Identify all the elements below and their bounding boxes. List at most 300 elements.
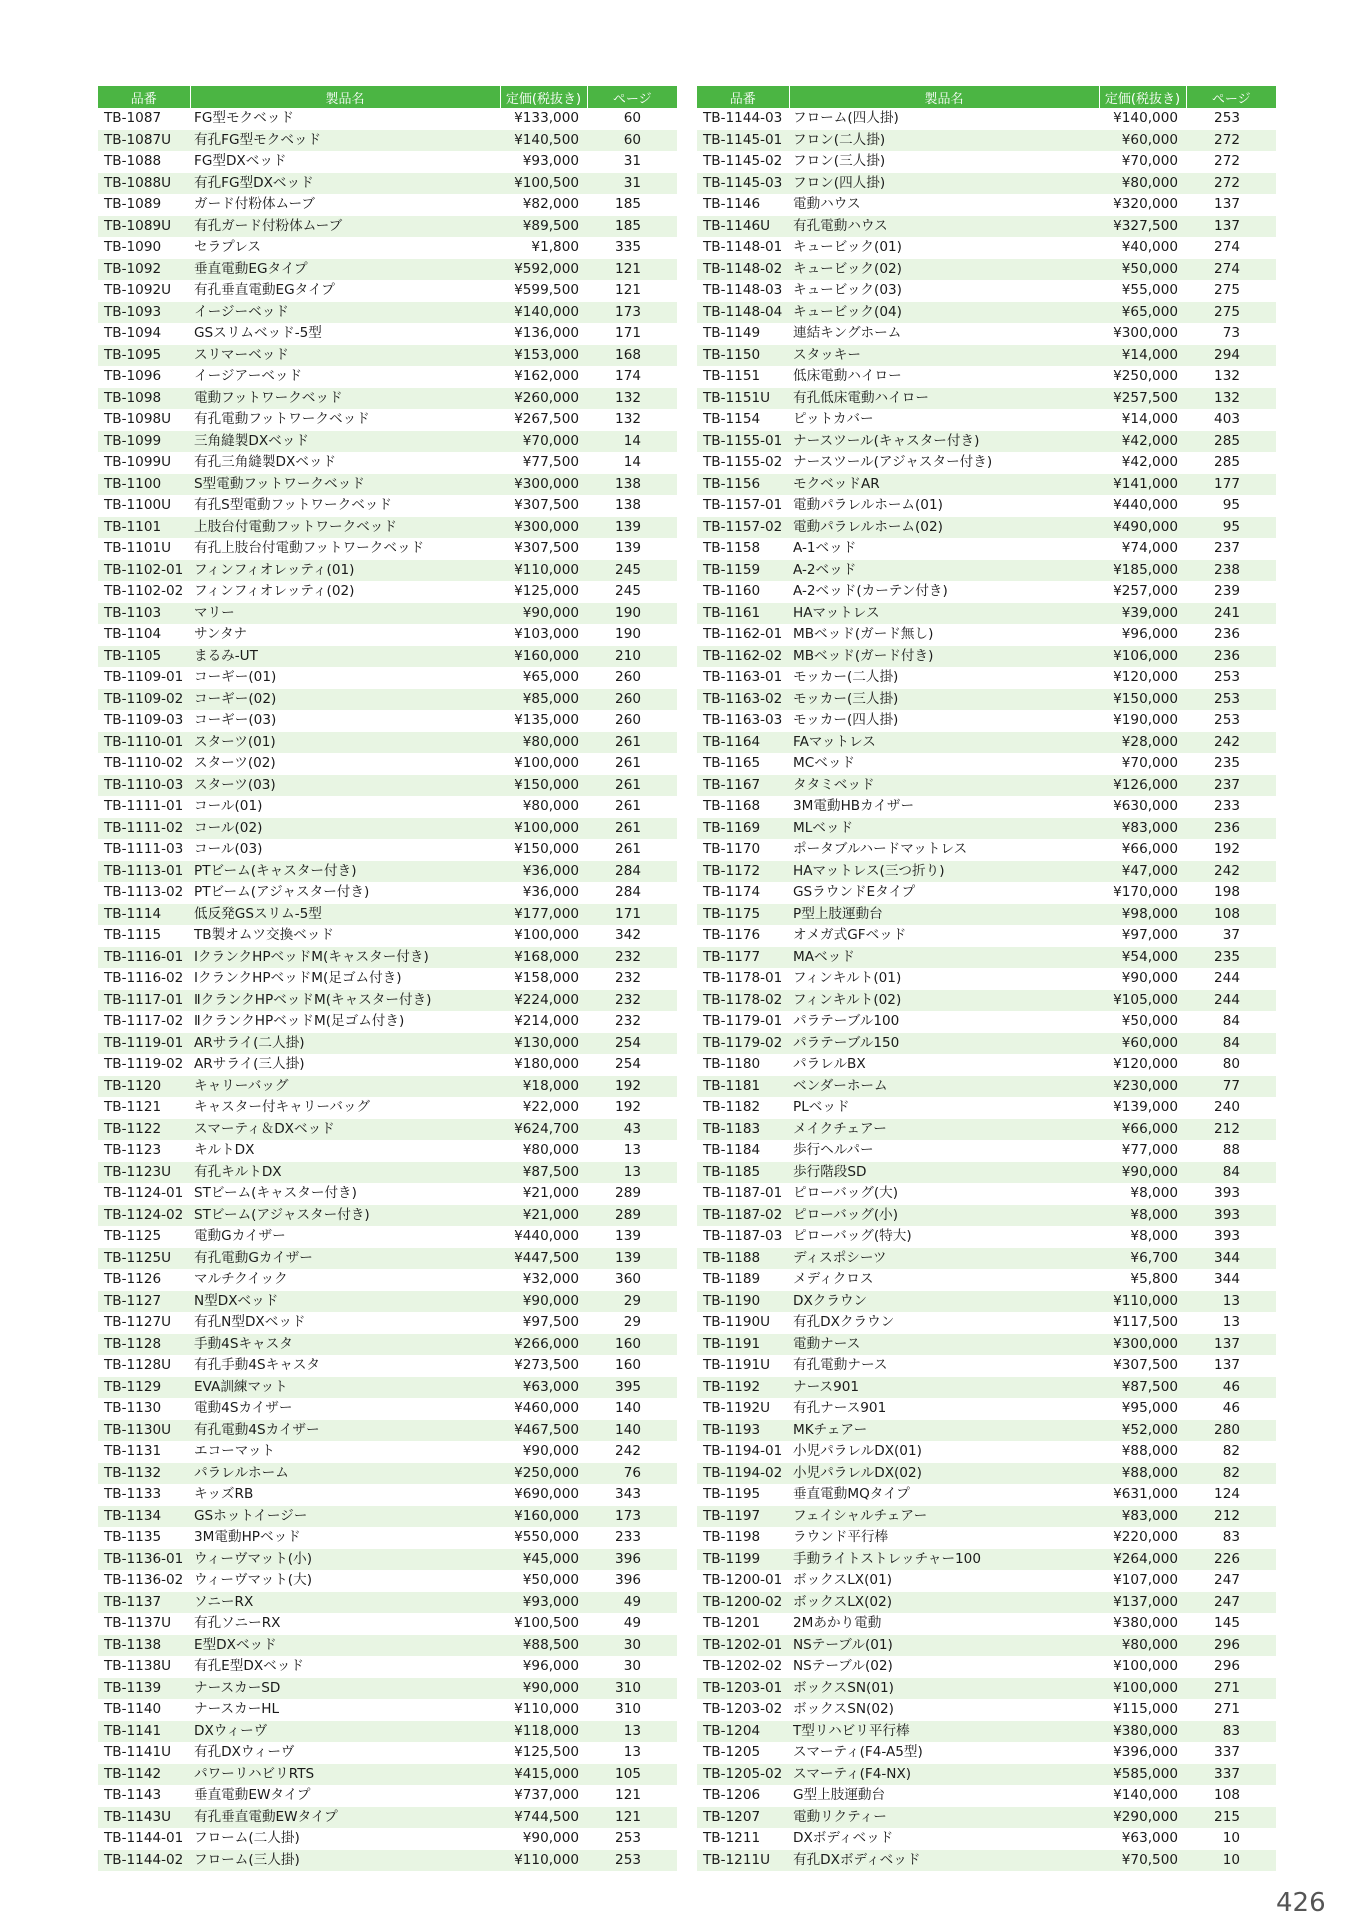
table-row	[98, 1807, 677, 1829]
catalog-page: 13	[1222, 1314, 1240, 1330]
table-row	[697, 1506, 1276, 1528]
product-name: コール(03)	[194, 841, 263, 857]
product-name: NSテーブル(02)	[793, 1658, 893, 1674]
table-row	[697, 775, 1276, 797]
product-code: TB-1099	[98, 431, 190, 453]
product-code: TB-1089	[104, 196, 162, 212]
catalog-page: 253	[1214, 110, 1240, 126]
product-code: TB-1135	[104, 1529, 162, 1545]
product-price: ¥90,000	[1121, 970, 1178, 986]
product-code: TB-1146	[703, 196, 761, 212]
product-name: 有孔電動ナース	[793, 1357, 888, 1373]
product-code: TB-1148-04	[697, 302, 789, 324]
catalog-page: 82	[1222, 1443, 1240, 1459]
table-row	[98, 388, 677, 410]
product-price: ¥88,000	[1121, 1443, 1178, 1459]
product-name: PTビーム(アジャスター付き)	[194, 884, 370, 900]
product-name: A-2ベッド(カーテン付き)	[793, 583, 948, 599]
table-row	[98, 151, 677, 173]
table-row	[697, 345, 1276, 367]
product-name: ARサライ(三人掛)	[194, 1056, 305, 1072]
catalog-page: 173	[587, 1506, 677, 1528]
product-price: ¥380,000	[1113, 1615, 1178, 1631]
catalog-page: 253	[587, 1850, 677, 1872]
catalog-page: 46	[1186, 1377, 1276, 1399]
catalog-page: 238	[1186, 560, 1276, 582]
product-name: 電動パラレルホーム(01)	[793, 497, 943, 513]
table-row	[98, 302, 677, 324]
table-row	[98, 1076, 677, 1098]
product-name: コーギー(03)	[194, 712, 277, 728]
table-row	[697, 323, 1276, 345]
product-price: ¥307,500	[514, 540, 579, 556]
product-name: 有孔電動ハウス	[789, 216, 1099, 238]
table-row	[697, 1011, 1276, 1033]
product-price: ¥18,000	[500, 1076, 587, 1098]
catalog-page: 237	[1214, 540, 1240, 556]
product-code: TB-1131	[104, 1443, 162, 1459]
table-row	[697, 1205, 1276, 1227]
product-price: ¥300,000	[1113, 325, 1178, 341]
catalog-page: 185	[615, 196, 641, 212]
table-row	[98, 1441, 677, 1463]
catalog-page: 232	[615, 970, 641, 986]
product-name: ポータブルハードマットレス	[793, 841, 968, 857]
table-row	[98, 280, 677, 302]
catalog-page: 140	[587, 1420, 677, 1442]
table-row	[697, 409, 1276, 431]
product-code: TB-1160	[703, 583, 761, 599]
catalog-page: 244	[1214, 970, 1240, 986]
table-row	[697, 1140, 1276, 1162]
catalog-page: 13	[623, 1744, 641, 1760]
catalog-page: 360	[615, 1271, 641, 1287]
product-price: ¥100,000	[1113, 1658, 1178, 1674]
product-name: TB製オムツ交換ベッド	[194, 927, 334, 943]
catalog-page: 261	[615, 798, 641, 814]
table-row	[697, 1549, 1276, 1571]
product-price: ¥300,000	[500, 517, 587, 539]
catalog-page: 49	[623, 1615, 641, 1631]
table-row	[697, 990, 1276, 1012]
product-price: ¥257,500	[1099, 388, 1186, 410]
table-row	[98, 130, 677, 152]
product-code: TB-1165	[703, 755, 761, 771]
catalog-page: 121	[587, 259, 677, 281]
product-price: ¥327,500	[1099, 216, 1186, 238]
product-name: MLベッド	[789, 818, 1099, 840]
table-row	[697, 1097, 1276, 1119]
table-row	[697, 1398, 1276, 1420]
product-name: 有孔ナース901	[793, 1400, 887, 1416]
product-price: ¥150,000	[514, 841, 579, 857]
product-name: 有孔FG型DXベッド	[190, 173, 500, 195]
product-price: ¥87,500	[500, 1162, 587, 1184]
product-code: TB-1101U	[104, 540, 172, 556]
table-row	[98, 259, 677, 281]
product-code: TB-1157-02	[697, 517, 789, 539]
product-name: E型DXベッド	[190, 1635, 500, 1657]
product-price: ¥50,000	[1121, 1013, 1178, 1029]
product-name: キャリーバッグ	[190, 1076, 500, 1098]
table-row	[697, 1033, 1276, 1055]
product-price: ¥100,000	[500, 818, 587, 840]
product-code: TB-1207	[697, 1807, 789, 1829]
product-code: TB-1121	[104, 1099, 162, 1115]
product-code: TB-1105	[98, 646, 190, 668]
product-name: 電動パラレルホーム(02)	[789, 517, 1099, 539]
catalog-page: 139	[615, 540, 641, 556]
table-row	[98, 237, 677, 259]
product-name: キュービック(03)	[793, 282, 902, 298]
product-name: A-1ベッド	[793, 540, 857, 556]
product-name: ピットカバー	[793, 411, 874, 427]
product-price: ¥100,000	[514, 927, 579, 943]
product-price: ¥77,500	[522, 454, 579, 470]
product-price: ¥133,000	[514, 110, 579, 126]
product-price: ¥264,000	[1099, 1549, 1186, 1571]
table-row	[697, 839, 1276, 861]
product-code: TB-1181	[697, 1076, 789, 1098]
product-price: ¥467,500	[500, 1420, 587, 1442]
product-name: ⅡクランクHPベッドM(足ゴム付き)	[194, 1013, 405, 1029]
product-price: ¥110,000	[1099, 1291, 1186, 1313]
product-name: ナースツール(アジャスター付き)	[793, 454, 993, 470]
product-name: マリー	[190, 603, 500, 625]
product-price: ¥70,500	[1099, 1850, 1186, 1872]
product-price: ¥47,000	[1099, 861, 1186, 883]
catalog-page: 310	[587, 1678, 677, 1700]
product-price: ¥70,000	[1121, 153, 1178, 169]
catalog-page: 260	[587, 689, 677, 711]
product-name: MCベッド	[793, 755, 856, 771]
product-price: ¥83,000	[1099, 818, 1186, 840]
product-code: TB-1168	[703, 798, 761, 814]
table-row	[98, 667, 677, 689]
catalog-page: 212	[1186, 1506, 1276, 1528]
product-price: ¥80,000	[500, 732, 587, 754]
table-row	[98, 646, 677, 668]
table-row	[697, 1054, 1276, 1076]
product-code: TB-1178-02	[697, 990, 789, 1012]
product-price: ¥85,000	[500, 689, 587, 711]
product-name: キュービック(04)	[789, 302, 1099, 324]
product-name: 有孔手動4Sキャスタ	[194, 1357, 321, 1373]
product-price: ¥42,000	[1121, 454, 1178, 470]
catalog-page: 13	[587, 1721, 677, 1743]
product-code: TB-1111-03	[104, 841, 184, 857]
catalog-page: 253	[1214, 669, 1240, 685]
catalog-page: 132	[1186, 388, 1276, 410]
product-price: ¥89,500	[500, 216, 587, 238]
table-row	[98, 345, 677, 367]
product-price: ¥307,500	[514, 497, 579, 513]
product-code: TB-1140	[104, 1701, 162, 1717]
catalog-page: 241	[1186, 603, 1276, 625]
catalog-page: 294	[1186, 345, 1276, 367]
catalog-page: 190	[587, 603, 677, 625]
table-row	[697, 1291, 1276, 1313]
catalog-page: 237	[1186, 775, 1276, 797]
product-price: ¥120,000	[1113, 669, 1178, 685]
product-code: TB-1130	[104, 1400, 162, 1416]
header-name: 製品名	[789, 86, 1099, 108]
table-row	[697, 388, 1276, 410]
product-price: ¥592,000	[500, 259, 587, 281]
table-row	[98, 603, 677, 625]
product-price: ¥21,000	[522, 1185, 579, 1201]
product-name: フィンキルト(01)	[793, 970, 902, 986]
product-name: コール(02)	[190, 818, 500, 840]
table-row	[697, 237, 1276, 259]
catalog-page: 139	[615, 1228, 641, 1244]
product-code: TB-1148-01	[703, 239, 783, 255]
product-price: ¥120,000	[1113, 1056, 1178, 1072]
table-row	[697, 1377, 1276, 1399]
product-code: TB-1111-02	[98, 818, 190, 840]
product-name: 有孔キルトDX	[190, 1162, 500, 1184]
table-row	[697, 1441, 1276, 1463]
catalog-page: 240	[1214, 1099, 1240, 1115]
product-name: フローム(三人掛)	[190, 1850, 500, 1872]
catalog-page: 254	[587, 1033, 677, 1055]
table-row	[697, 1119, 1276, 1141]
table-row	[98, 839, 677, 861]
product-price: ¥97,000	[1121, 927, 1178, 943]
product-price: ¥130,000	[500, 1033, 587, 1055]
product-name: スマーティ(F4-NX)	[789, 1764, 1099, 1786]
product-price: ¥36,000	[500, 861, 587, 883]
product-name: GSスリムベッド-5型	[194, 325, 322, 341]
product-code: TB-1205	[703, 1744, 761, 1760]
product-price: ¥267,500	[514, 411, 579, 427]
product-name: コーギー(02)	[190, 689, 500, 711]
product-name: 小児パラレルDX(02)	[789, 1463, 1099, 1485]
table-row	[697, 173, 1276, 195]
table-row	[98, 1463, 677, 1485]
product-code: TB-1117-01	[98, 990, 190, 1012]
catalog-page: 14	[623, 454, 641, 470]
product-name: パラレルBX	[793, 1056, 866, 1072]
table-row	[697, 130, 1276, 152]
catalog-page: 285	[1214, 454, 1240, 470]
product-name: スターツ(01)	[190, 732, 500, 754]
catalog-page: 124	[1214, 1486, 1240, 1502]
table-row	[98, 1420, 677, 1442]
catalog-page: 73	[1222, 325, 1240, 341]
product-code: TB-1139	[98, 1678, 190, 1700]
product-price: ¥320,000	[1113, 196, 1178, 212]
product-price: ¥266,000	[500, 1334, 587, 1356]
product-price: ¥80,000	[522, 798, 579, 814]
product-price: ¥137,000	[1099, 1592, 1186, 1614]
product-price: ¥63,000	[500, 1377, 587, 1399]
table-row	[697, 1183, 1276, 1205]
table-row	[697, 1699, 1276, 1721]
product-price: ¥630,000	[1113, 798, 1178, 814]
table-row	[98, 689, 677, 711]
product-price: ¥110,000	[514, 1701, 579, 1717]
catalog-page: 132	[587, 388, 677, 410]
product-code: TB-1136-01	[98, 1549, 190, 1571]
product-price: ¥585,000	[1099, 1764, 1186, 1786]
table-row	[697, 1334, 1276, 1356]
product-code: TB-1200-01	[703, 1572, 783, 1588]
price-table-left	[98, 86, 677, 1871]
catalog-page: 284	[615, 884, 641, 900]
catalog-page: 233	[1214, 798, 1240, 814]
product-price: ¥96,000	[522, 1658, 579, 1674]
product-name: EVA訓練マット	[190, 1377, 500, 1399]
table-row	[697, 1635, 1276, 1657]
product-name: ボックスSN(01)	[789, 1678, 1099, 1700]
catalog-page: 403	[1214, 411, 1240, 427]
product-price: ¥290,000	[1099, 1807, 1186, 1829]
product-price: ¥440,000	[1113, 497, 1178, 513]
product-price: ¥415,000	[500, 1764, 587, 1786]
table-row	[98, 538, 677, 560]
table-row	[697, 925, 1276, 947]
product-code: TB-1156	[697, 474, 789, 496]
product-price: ¥90,000	[500, 1291, 587, 1313]
product-price: ¥550,000	[514, 1529, 579, 1545]
product-code: TB-1158	[703, 540, 761, 556]
catalog-page: 14	[587, 431, 677, 453]
product-code: TB-1092U	[104, 282, 172, 298]
product-code: TB-1178-01	[703, 970, 783, 986]
product-name: ⅠクランクHPベッドM(キャスター付き)	[190, 947, 500, 969]
product-price: ¥224,000	[500, 990, 587, 1012]
product-code: TB-1184	[703, 1142, 761, 1158]
product-price: ¥100,500	[514, 1615, 579, 1631]
table-row	[98, 1033, 677, 1055]
product-code: TB-1187-02	[697, 1205, 789, 1227]
product-code: TB-1201	[703, 1615, 761, 1631]
product-name: 低床電動ハイロー	[793, 368, 902, 384]
product-name: エコーマット	[194, 1443, 276, 1459]
table-row	[697, 1312, 1276, 1334]
product-code: TB-1098	[98, 388, 190, 410]
catalog-page: 210	[587, 646, 677, 668]
product-code: TB-1109-03	[104, 712, 184, 728]
table-row	[697, 216, 1276, 238]
product-name: 有孔DXウィーヴ	[194, 1744, 295, 1760]
product-price: ¥90,000	[1099, 1162, 1186, 1184]
table-row	[98, 1312, 677, 1334]
catalog-page: 271	[1214, 1701, 1240, 1717]
catalog-page: 137	[1186, 216, 1276, 238]
catalog-page: 10	[1186, 1850, 1276, 1872]
table-row	[697, 861, 1276, 883]
product-name: モクベッドAR	[789, 474, 1099, 496]
table-row	[98, 1828, 677, 1850]
catalog-page: 280	[1186, 1420, 1276, 1442]
product-code: TB-1144-02	[98, 1850, 190, 1872]
catalog-page: 82	[1186, 1463, 1276, 1485]
product-name: 三角縫製DXベッド	[190, 431, 500, 453]
product-price: ¥110,000	[500, 560, 587, 582]
catalog-page: 84	[1222, 1013, 1240, 1029]
catalog-page: 137	[1186, 1334, 1276, 1356]
product-code: TB-1199	[697, 1549, 789, 1571]
product-price: ¥380,000	[1099, 1721, 1186, 1743]
product-price: ¥90,000	[500, 603, 587, 625]
product-name: スターツ(02)	[194, 755, 276, 771]
product-name: 有孔低床電動ハイロー	[789, 388, 1099, 410]
table-row	[98, 1140, 677, 1162]
product-code: TB-1100U	[104, 497, 172, 513]
product-price: ¥158,000	[514, 970, 579, 986]
table-row	[98, 409, 677, 431]
product-code: TB-1117-02	[104, 1013, 184, 1029]
product-code: TB-1087U	[98, 130, 190, 152]
table-row	[98, 581, 677, 603]
product-name: 有孔N型DXベッド	[194, 1314, 306, 1330]
table-body-right	[697, 108, 1276, 1871]
product-name: スターツ(03)	[190, 775, 500, 797]
table-row	[697, 1420, 1276, 1442]
product-code: TB-1102-02	[104, 583, 184, 599]
product-code: TB-1133	[104, 1486, 162, 1502]
product-name: フロン(四人掛)	[789, 173, 1099, 195]
product-price: ¥126,000	[1099, 775, 1186, 797]
catalog-page: 393	[1186, 1205, 1276, 1227]
product-code: TB-1187-01	[703, 1185, 783, 1201]
product-code: TB-1192	[697, 1377, 789, 1399]
product-price: ¥60,000	[1099, 1033, 1186, 1055]
table-row	[697, 1355, 1276, 1377]
product-name: キルトDX	[194, 1142, 255, 1158]
product-name: フロン(二人掛)	[789, 130, 1099, 152]
catalog-page: 185	[587, 216, 677, 238]
product-code: TB-1122	[98, 1119, 190, 1141]
table-row	[697, 194, 1276, 216]
table-row	[697, 947, 1276, 969]
product-name: 歩行ヘルパー	[793, 1142, 874, 1158]
table-row	[98, 1183, 677, 1205]
product-price: ¥260,000	[500, 388, 587, 410]
product-price: ¥300,000	[1099, 1334, 1186, 1356]
product-price: ¥160,000	[500, 1506, 587, 1528]
product-price: ¥32,000	[522, 1271, 579, 1287]
table-row	[98, 1054, 677, 1076]
catalog-page: 344	[1186, 1248, 1276, 1270]
product-code: TB-1136-02	[104, 1572, 184, 1588]
product-name: S型電動フットワークベッド	[190, 474, 500, 496]
table-row	[697, 1785, 1276, 1807]
product-code: TB-1101	[98, 517, 190, 539]
table-row	[697, 1484, 1276, 1506]
product-price: ¥170,000	[1113, 884, 1178, 900]
product-code: TB-1103	[98, 603, 190, 625]
product-price: ¥70,000	[500, 431, 587, 453]
table-row	[98, 474, 677, 496]
product-code: TB-1145-02	[703, 153, 783, 169]
product-price: ¥117,500	[1113, 1314, 1178, 1330]
catalog-page: 137	[1214, 196, 1240, 212]
catalog-page: 233	[615, 1529, 641, 1545]
table-row	[98, 517, 677, 539]
table-row	[98, 1334, 677, 1356]
product-name: 有孔DXクラウン	[793, 1314, 895, 1330]
catalog-page: 343	[615, 1486, 641, 1502]
product-code: TB-1095	[98, 345, 190, 367]
catalog-page: 77	[1186, 1076, 1276, 1098]
product-name: ピローバッグ(特大)	[793, 1228, 912, 1244]
product-code: TB-1090	[104, 239, 162, 255]
product-code: TB-1185	[697, 1162, 789, 1184]
product-code: TB-1197	[697, 1506, 789, 1528]
